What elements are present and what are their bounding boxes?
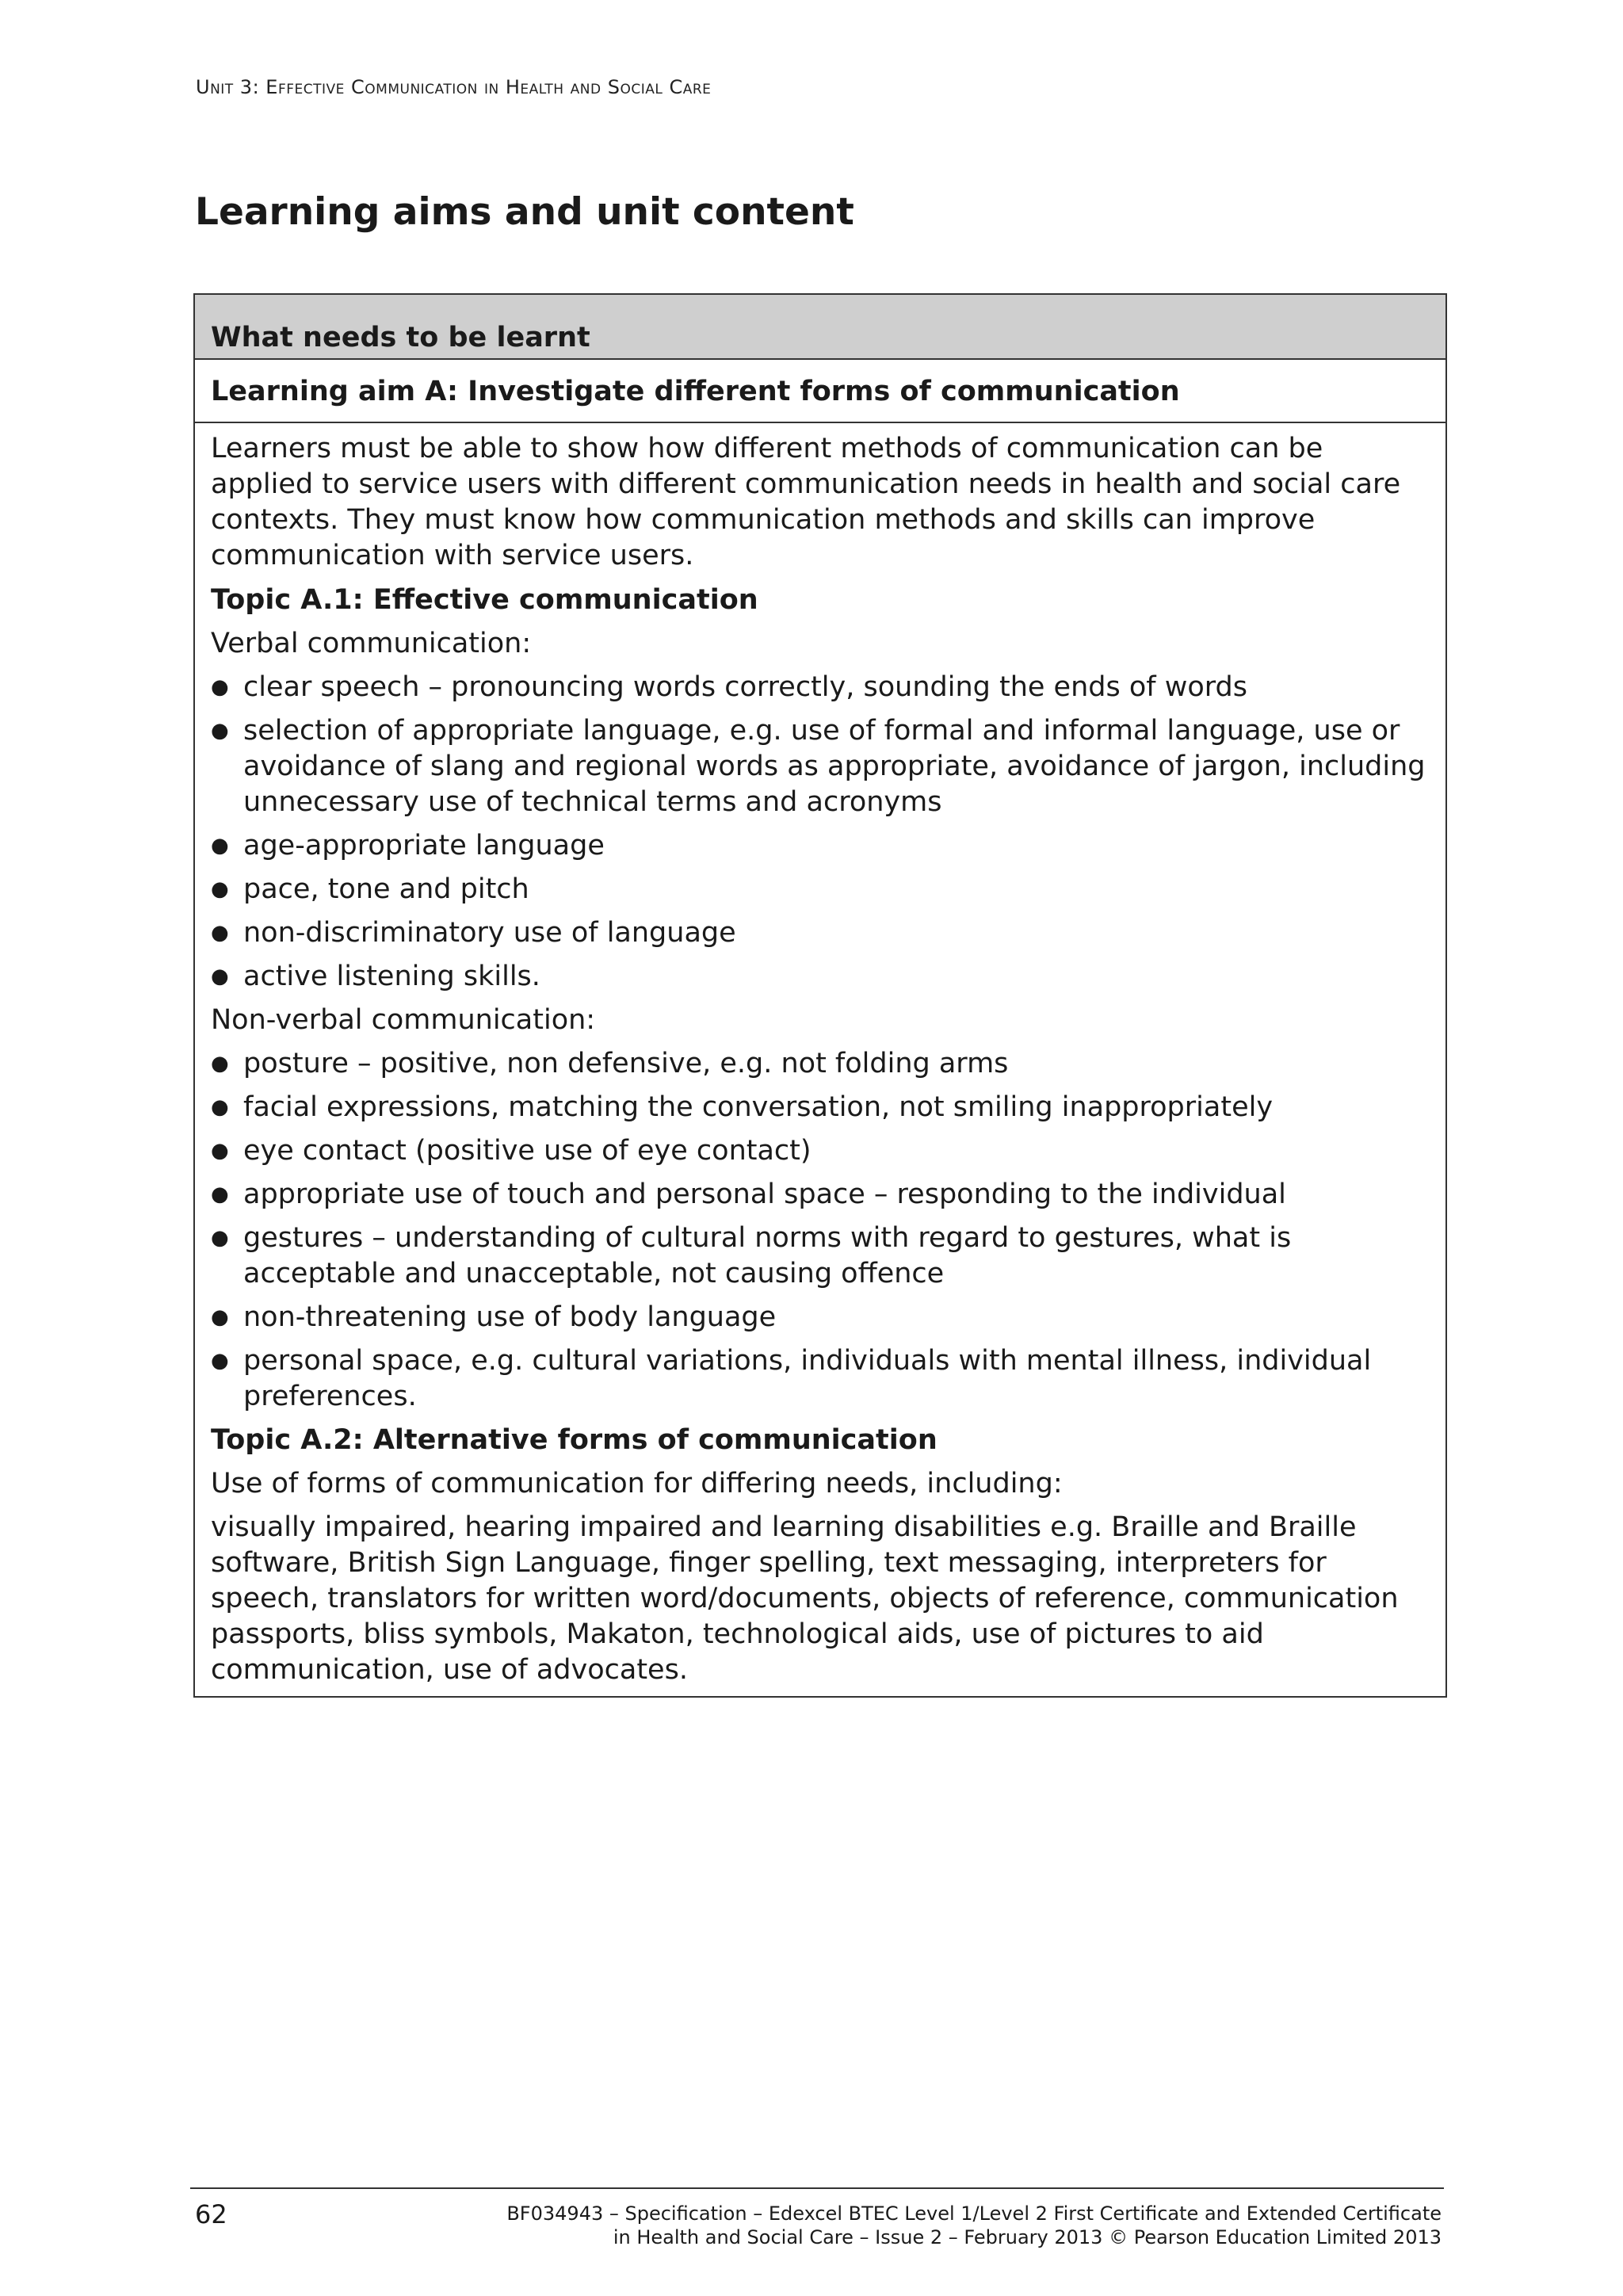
running-head [196, 76, 711, 98]
list-item-text: clear speech – pronouncing words correctly, sounding the ends of words [243, 671, 1247, 703]
topic-a2-title: Topic A.2: Alternative forms of communication [211, 1424, 938, 1456]
bullet-icon: ● [211, 1305, 229, 1329]
section-title: Learning aims and unit content [195, 190, 854, 234]
list-item-text: appropriate use of touch and personal space – responding to the individual [243, 1179, 1286, 1210]
bullet-icon: ● [211, 1052, 229, 1075]
bullet-icon: ● [211, 675, 229, 699]
running-head-text: Unit 3: Effective Communication in Health and Social Care [196, 76, 712, 98]
list-item [211, 915, 1430, 951]
topic-a2-body: visually impaired, hearing impaired and learning disabilities e.g. Braille and Braille software, British Sign Language, finger spelling, text messaging, interpreters for speech, translators for written word/documents, objects of reference, communication passports, bliss symbols, Makaton, technological aids, use of pictures to aid communication, use of advocates. [211, 1511, 1399, 1686]
aim-intro-paragraph: Learners must be able to show how different methods of communication can be applied to service users with different communication needs in health and social care contexts. They must know how communication methods and skills can improve communication with service users. [211, 433, 1401, 571]
content-table [193, 293, 1447, 1698]
footer-line-1: BF034943 – Specification – Edexcel BTEC Level 1/Level 2 First Certificate and Extended Certificate [506, 2202, 1442, 2225]
bullet-icon: ● [211, 1095, 229, 1119]
list-item [211, 1300, 1430, 1335]
bullet-icon: ● [211, 1226, 229, 1250]
content-cell [195, 423, 1445, 1696]
learning-aim-heading: Learning aim A: Investigate different forms of communication [195, 360, 1445, 423]
footer-line-2: in Health and Social Care – Issue 2 – February 2013 © Pearson Education Limited 2013 [613, 2226, 1442, 2248]
list-item [211, 1177, 1430, 1213]
nonverbal-communication-list [211, 1046, 1430, 1415]
list-item-text: posture – positive, non defensive, e.g. not folding arms [243, 1048, 1009, 1079]
verbal-communication-list [211, 670, 1430, 995]
list-item-text: age-appropriate language [243, 830, 605, 861]
list-item [211, 1343, 1430, 1415]
verbal-communication-heading: Verbal communication: [211, 628, 532, 659]
bullet-icon: ● [211, 921, 229, 945]
bullet-icon: ● [211, 1139, 229, 1163]
bullet-icon: ● [211, 719, 229, 743]
list-item-text: personal space, e.g. cultural variations, individuals with mental illness, individual preferences. [243, 1345, 1372, 1412]
bullet-icon: ● [211, 1349, 229, 1373]
list-item-text: eye contact (positive use of eye contact) [243, 1135, 812, 1167]
bullet-icon: ● [211, 1182, 229, 1206]
footer-citation [506, 2202, 1442, 2249]
list-item [211, 713, 1430, 820]
list-item [211, 828, 1430, 864]
list-item [211, 670, 1430, 705]
nonverbal-communication-heading: Non-verbal communication: [211, 1004, 596, 1036]
list-item [211, 1046, 1430, 1082]
list-item [211, 872, 1430, 907]
topic-a1-title: Topic A.1: Effective communication [211, 584, 758, 616]
page-number: 62 [195, 2199, 227, 2229]
topic-a2-intro: Use of forms of communication for differing needs, including: [211, 1468, 1063, 1499]
bullet-icon: ● [211, 965, 229, 988]
footer-divider [190, 2187, 1444, 2189]
list-item-text: selection of appropriate language, e.g. use of formal and informal language, use or avoidance of slang and regional words as appropriate, avoidance of jargon, including unnecessary use of technical terms and acronyms [243, 715, 1426, 818]
list-item-text: non-discriminatory use of language [243, 917, 736, 949]
list-item [211, 1090, 1430, 1125]
bullet-icon: ● [211, 834, 229, 858]
list-item [211, 1221, 1430, 1292]
list-item-text: non-threatening use of body language [243, 1301, 777, 1333]
list-item-text: active listening skills. [243, 961, 540, 992]
list-item-text: facial expressions, matching the conversation, not smiling inappropriately [243, 1091, 1274, 1123]
list-item [211, 1133, 1430, 1169]
list-item-text: pace, tone and pitch [243, 873, 529, 905]
list-item [211, 959, 1430, 995]
bullet-icon: ● [211, 877, 229, 901]
list-item-text: gestures – understanding of cultural norms with regard to gestures, what is acceptable and unacceptable, not causing offence [243, 1222, 1292, 1289]
table-header: What needs to be learnt [195, 295, 1445, 360]
